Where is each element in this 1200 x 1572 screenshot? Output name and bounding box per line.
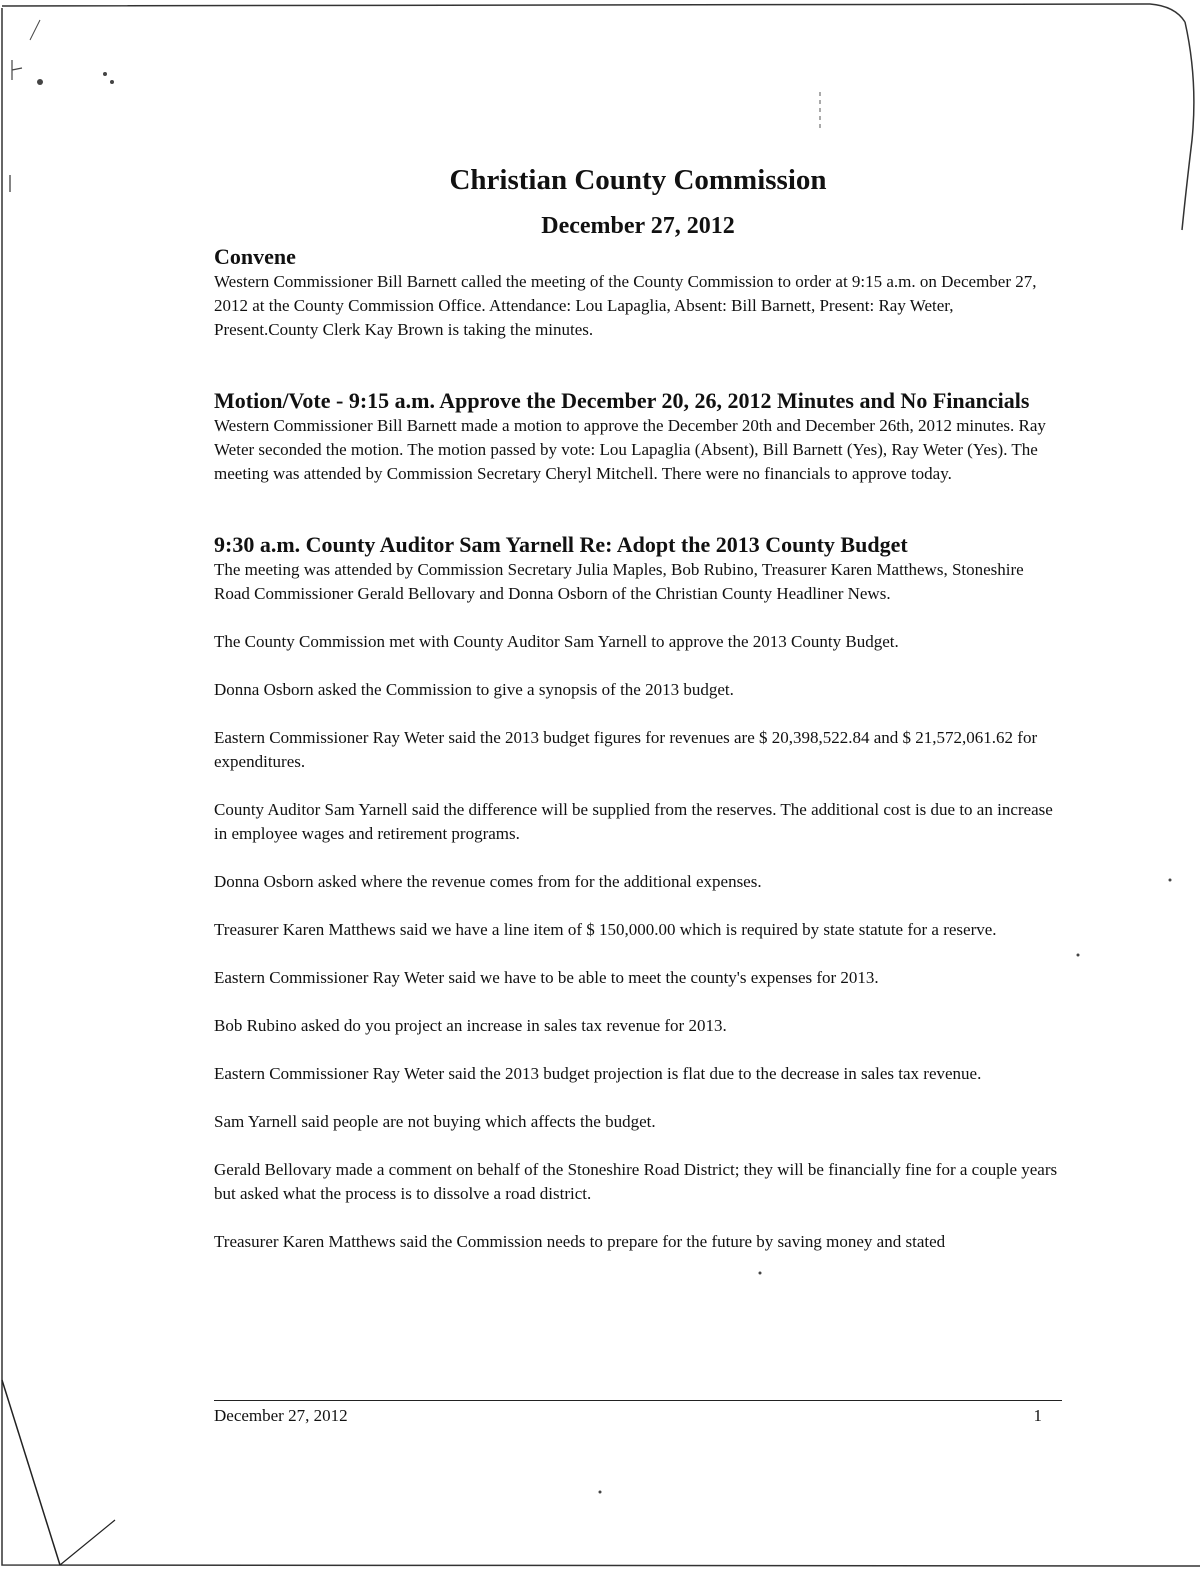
section-budget	[214, 532, 1062, 1254]
paragraph: Sam Yarnell said people are not buying which affects the budget.	[214, 1112, 656, 1131]
page-number: 1	[1033, 1406, 1042, 1425]
paragraph: Donna Osborn asked where the revenue comes from for the additional expenses.	[214, 872, 762, 891]
footer-date: December 27, 2012	[214, 1406, 348, 1425]
document-body	[214, 244, 1062, 1254]
section-motion-vote	[214, 388, 1062, 486]
paragraph: Bob Rubino asked do you project an increase in sales tax revenue for 2013.	[214, 1016, 727, 1035]
paragraph: County Auditor Sam Yarnell said the difference will be supplied from the reserves. The additional cost is due to an increase in employee wages and retirement programs.	[214, 800, 1053, 843]
section-convene	[214, 244, 1062, 342]
paragraph: The meeting was attended by Commission Secretary Julia Maples, Bob Rubino, Treasurer Karen Matthews, Stoneshire Road Commissioner Gerald Bellovary and Donna Osborn of the Christian County Headliner News.	[214, 560, 1024, 603]
document-title: Christian County Commission	[449, 164, 827, 196]
paragraph: Eastern Commissioner Ray Weter said the 2013 budget projection is flat due to the decrease in sales tax revenue.	[214, 1064, 982, 1083]
paragraph: Donna Osborn asked the Commission to give a synopsis of the 2013 budget.	[214, 680, 734, 699]
paragraph: Gerald Bellovary made a comment on behalf of the Stoneshire Road District; they will be financially fine for a couple years but asked what the process is to dissolve a road district.	[214, 1160, 1058, 1203]
paragraph: Eastern Commissioner Ray Weter said we have to be able to meet the county's expenses for 2013.	[214, 968, 879, 987]
page-footer	[214, 1400, 1062, 1425]
paragraph: Eastern Commissioner Ray Weter said the 2013 budget figures for revenues are $ 20,398,522.84 and $ 21,572,061.62 for expenditures.	[214, 728, 1038, 771]
paragraph: The County Commission met with County Auditor Sam Yarnell to approve the 2013 County Budget.	[214, 632, 899, 651]
document-date: December 27, 2012	[541, 213, 735, 239]
document-header	[214, 160, 1062, 244]
paragraph: Western Commissioner Bill Barnett made a motion to approve the December 20th and December 26th, 2012 minutes. Ray Weter seconded the motion. The motion passed by vote: Lou Lapaglia (Absent), Bill Barnett (Yes), Ray Weter (Yes). The meeting was attended by Commission Secretary Cheryl Mitchell. There were no financials to approve today.	[214, 416, 1046, 483]
section-heading: 9:30 a.m. County Auditor Sam Yarnell Re: Adopt the 2013 County Budget	[214, 532, 908, 557]
section-heading: Motion/Vote - 9:15 a.m. Approve the December 20, 26, 2012 Minutes and No Financials	[214, 388, 1030, 413]
paragraph: Western Commissioner Bill Barnett called the meeting of the County Commission to order at 9:15 a.m. on December 27, 2012 at the County Commission Office. Attendance: Lou Lapaglia, Absent: Bill Barnett, Present: Ray Weter, Present.County Clerk Kay Brown is taking the minutes.	[214, 272, 1037, 339]
paragraph: Treasurer Karen Matthews said we have a line item of $ 150,000.00 which is required by state statute for a reserve.	[214, 920, 997, 939]
paragraph: Treasurer Karen Matthews said the Commission needs to prepare for the future by saving money and stated	[214, 1232, 946, 1251]
section-heading: Convene	[214, 244, 296, 269]
